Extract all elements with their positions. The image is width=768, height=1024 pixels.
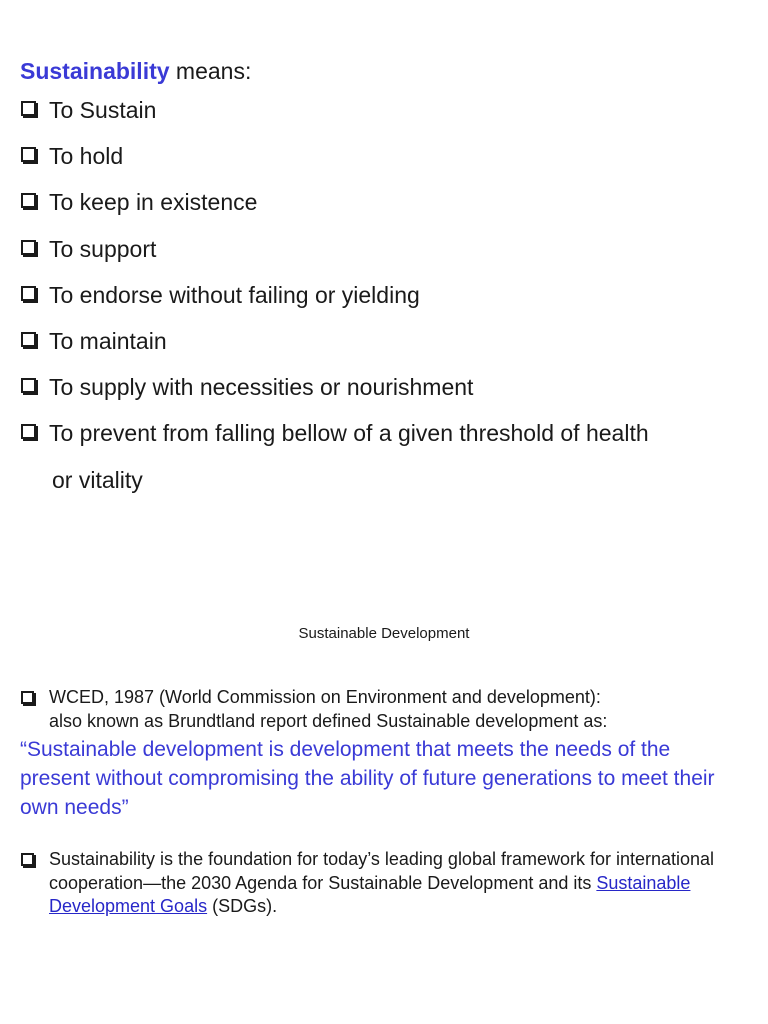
list-item-text: To supply with necessities or nourishment (49, 374, 474, 401)
section-title: Sustainable Development (298, 625, 470, 642)
heading-accent-word: Sustainability (20, 58, 170, 84)
foundation-block (20, 848, 740, 919)
page-heading (20, 56, 251, 86)
checkbox-square-icon (21, 286, 36, 301)
wced-row (20, 686, 740, 733)
heading-rest: means: (169, 58, 252, 84)
list-item-text: or vitality (52, 466, 143, 493)
wced-line-1: WCED, 1987 (World Commission on Environment and development): (49, 687, 601, 707)
sdg-link[interactable]: Sustainable Development Goals (49, 872, 691, 916)
checkbox-square-icon (21, 853, 34, 866)
foundation-text-after: (SDGs). (207, 896, 278, 916)
checkbox-square-icon (21, 101, 36, 116)
list-item-text: To endorse without failing or yielding (49, 281, 420, 308)
checkbox-square-icon (21, 691, 34, 704)
list-item-text: To hold (49, 143, 124, 170)
foundation-text-before: Sustainability is the foundation for today’s leading global framework for international cooperation—the 2030 Agenda for Sustainable Development and its (49, 849, 715, 893)
list-item-text: To maintain (49, 327, 167, 354)
checkbox-square-icon (21, 193, 36, 208)
means-list (20, 94, 760, 510)
wced-block (20, 686, 740, 822)
wced-line-2: also known as Brundtland report defined Sustainable development as: (49, 710, 608, 731)
checkbox-square-icon (21, 147, 36, 162)
foundation-row (20, 848, 740, 919)
list-item-text: To keep in existence (49, 189, 258, 216)
brundtland-quote: “Sustainable development is development that meets the needs of the present without compromising the ability of future generations to meet their own needs” (20, 738, 715, 819)
list-item-text: To support (49, 235, 157, 262)
checkbox-square-icon (21, 378, 36, 393)
list-item-text: To prevent from falling bellow of a given threshold of health (49, 420, 649, 447)
list-item-continuation (20, 464, 760, 510)
list-item-text: To Sustain (49, 97, 157, 123)
list-item (20, 94, 760, 140)
checkbox-square-icon (21, 424, 36, 439)
checkbox-square-icon (21, 240, 36, 255)
checkbox-square-icon (21, 332, 36, 347)
foundation-text (49, 848, 729, 919)
